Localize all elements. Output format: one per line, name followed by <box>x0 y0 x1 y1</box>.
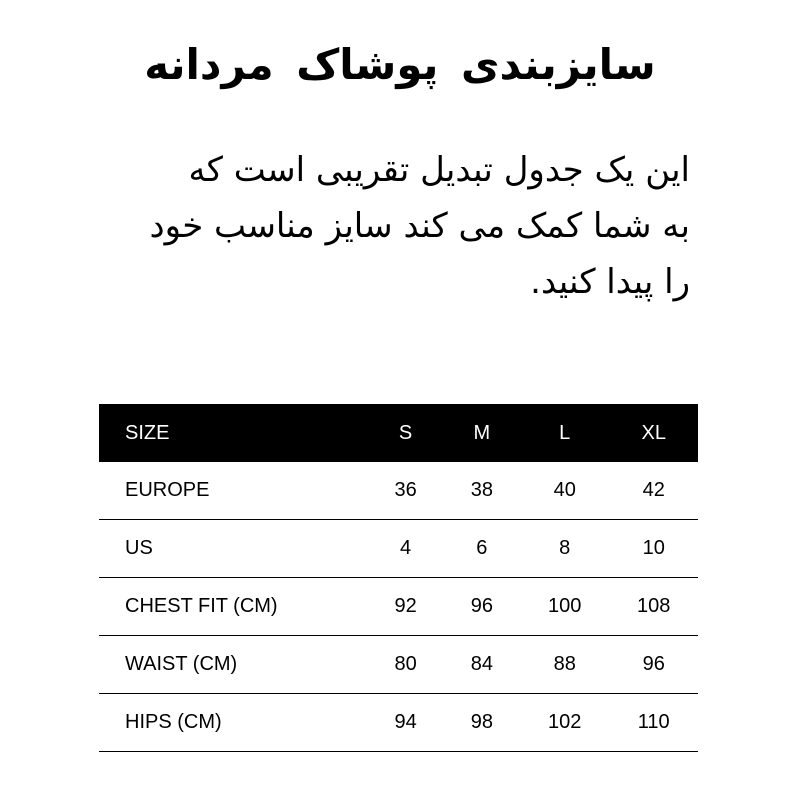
size-chart-table <box>99 404 698 752</box>
row-label: HIPS (CM) <box>125 711 222 733</box>
cell-m: 96 <box>470 595 493 617</box>
table-row-waist <box>99 636 698 694</box>
cell-m: 98 <box>470 711 493 733</box>
cell-xl: 42 <box>642 479 665 501</box>
description-line: را پیدا کنید. <box>530 262 690 302</box>
cell-s: 92 <box>394 595 417 617</box>
header-size-s: S <box>398 421 413 444</box>
row-label: EUROPE <box>125 479 210 501</box>
table-row-europe <box>99 462 698 520</box>
cell-l: 102 <box>548 711 582 733</box>
cell-l: 88 <box>553 653 576 675</box>
header-size-m: M <box>473 421 491 444</box>
table-row-hips <box>99 694 698 752</box>
description-line: به شما کمک می کند سایز مناسب خود <box>149 206 690 246</box>
row-label: US <box>125 537 153 559</box>
cell-s: 94 <box>394 711 417 733</box>
table-row-chest <box>99 578 698 636</box>
cell-m: 6 <box>476 537 488 559</box>
header-size-l: L <box>559 421 571 444</box>
cell-l: 8 <box>559 537 571 559</box>
cell-l: 40 <box>553 479 576 501</box>
table-row-us <box>99 520 698 578</box>
description-text <box>110 142 690 310</box>
cell-s: 36 <box>394 479 417 501</box>
page-title: سایزبندی پوشاک مردانه <box>144 40 656 89</box>
cell-xl: 96 <box>642 653 665 675</box>
cell-s: 4 <box>400 537 412 559</box>
cell-m: 38 <box>470 479 493 501</box>
cell-xl: 110 <box>637 711 670 733</box>
header-size-label: SIZE <box>125 421 170 444</box>
cell-m: 84 <box>470 653 493 675</box>
header-size-xl: XL <box>641 421 666 444</box>
row-label: WAIST (CM) <box>125 653 238 675</box>
description-line: این یک جدول تبدیل تقریبی است که <box>188 150 690 190</box>
cell-xl: 108 <box>637 595 671 617</box>
table-header-row <box>99 404 698 462</box>
cell-l: 100 <box>548 595 582 617</box>
cell-xl: 10 <box>642 537 665 559</box>
cell-s: 80 <box>394 653 417 675</box>
row-label: CHEST FIT (CM) <box>125 595 278 617</box>
